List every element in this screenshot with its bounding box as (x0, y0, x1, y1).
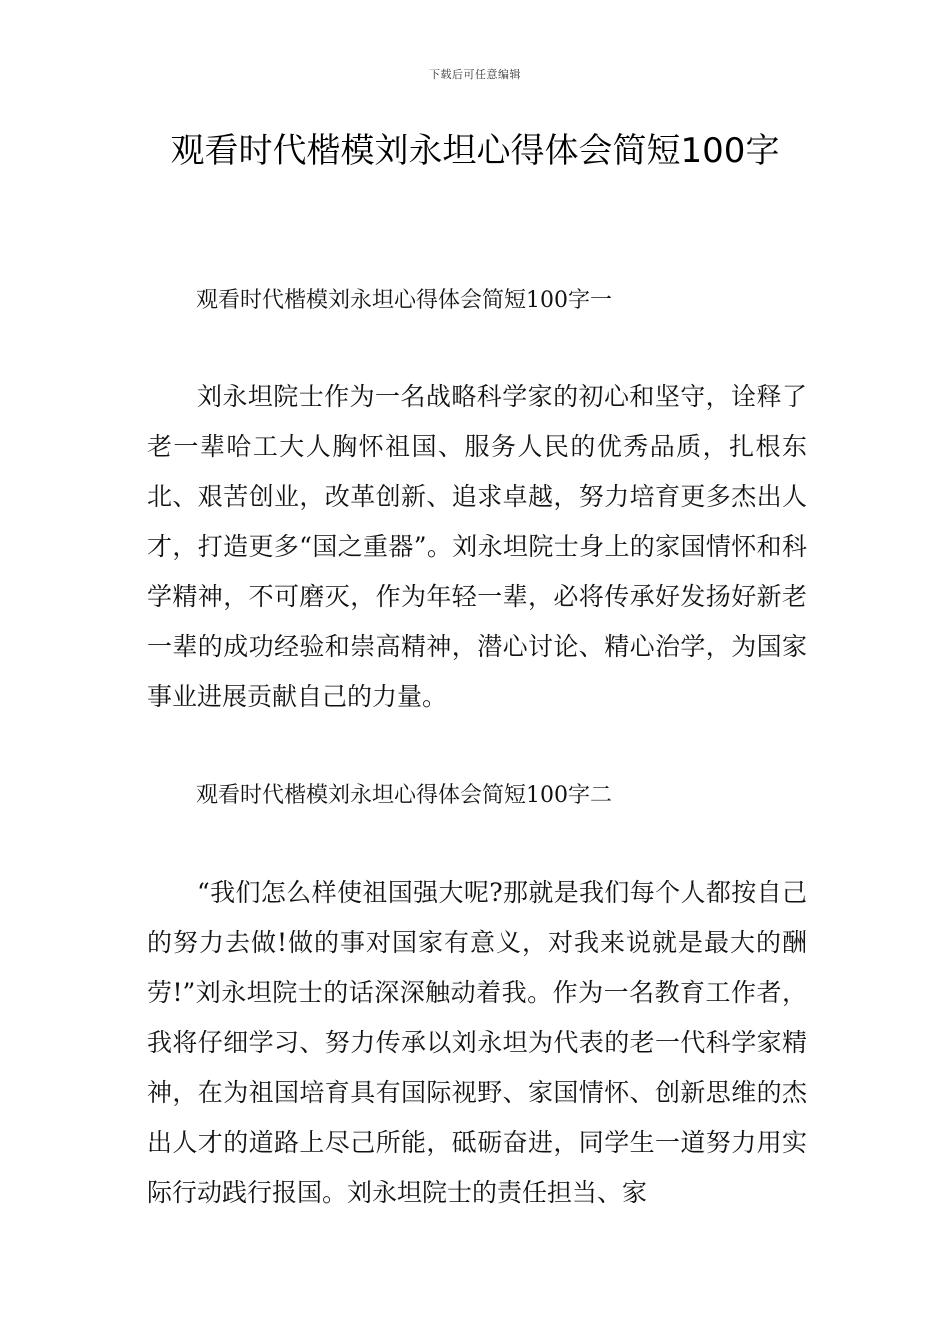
section-paragraph-2: “我们怎么样使祖国强大呢?那就是我们每个人都按自己的努力去做!做的事对国家有意义，对我来说就是最大的酬劳!”刘永坦院士的话深深触动着我。作为一名教育工作者，我将仔细学习、努力传承以刘永坦为代表的老一代科学家精神，在为祖国培育具有国际视野、家国情怀、创新思维的杰出人才的道路上尽己所能，砥砺奋进，同学生一道努力用实际行动践行报国。刘永坦院士的责任担当、家 (147, 878, 807, 1207)
section-paragraph-1: 刘永坦院士作为一名战略科学家的初心和坚守，诠释了老一辈哈工大人胸怀祖国、服务人民的优秀品质，扎根东北、艰苦创业，改革创新、追求卓越，努力培育更多杰出人才，打造更多“国之重器”。刘永坦院士身上的家国情怀和科学精神，不可磨灭，作为年轻一辈，必将传承好发扬好新老一辈的成功经验和崇高精神，潜心讨论、精心治学，为国家事业进展贡献自己的力量。 (147, 382, 807, 711)
section-heading-2: 观看时代楷模刘永坦心得体会简短100字二 (196, 783, 612, 808)
section-heading-1: 观看时代楷模刘永坦心得体会简短100字一 (196, 288, 612, 313)
document-title: 观看时代楷模刘永坦心得体会简短100字 (170, 131, 780, 171)
header-note: 下载后可任意编辑 (429, 68, 521, 81)
